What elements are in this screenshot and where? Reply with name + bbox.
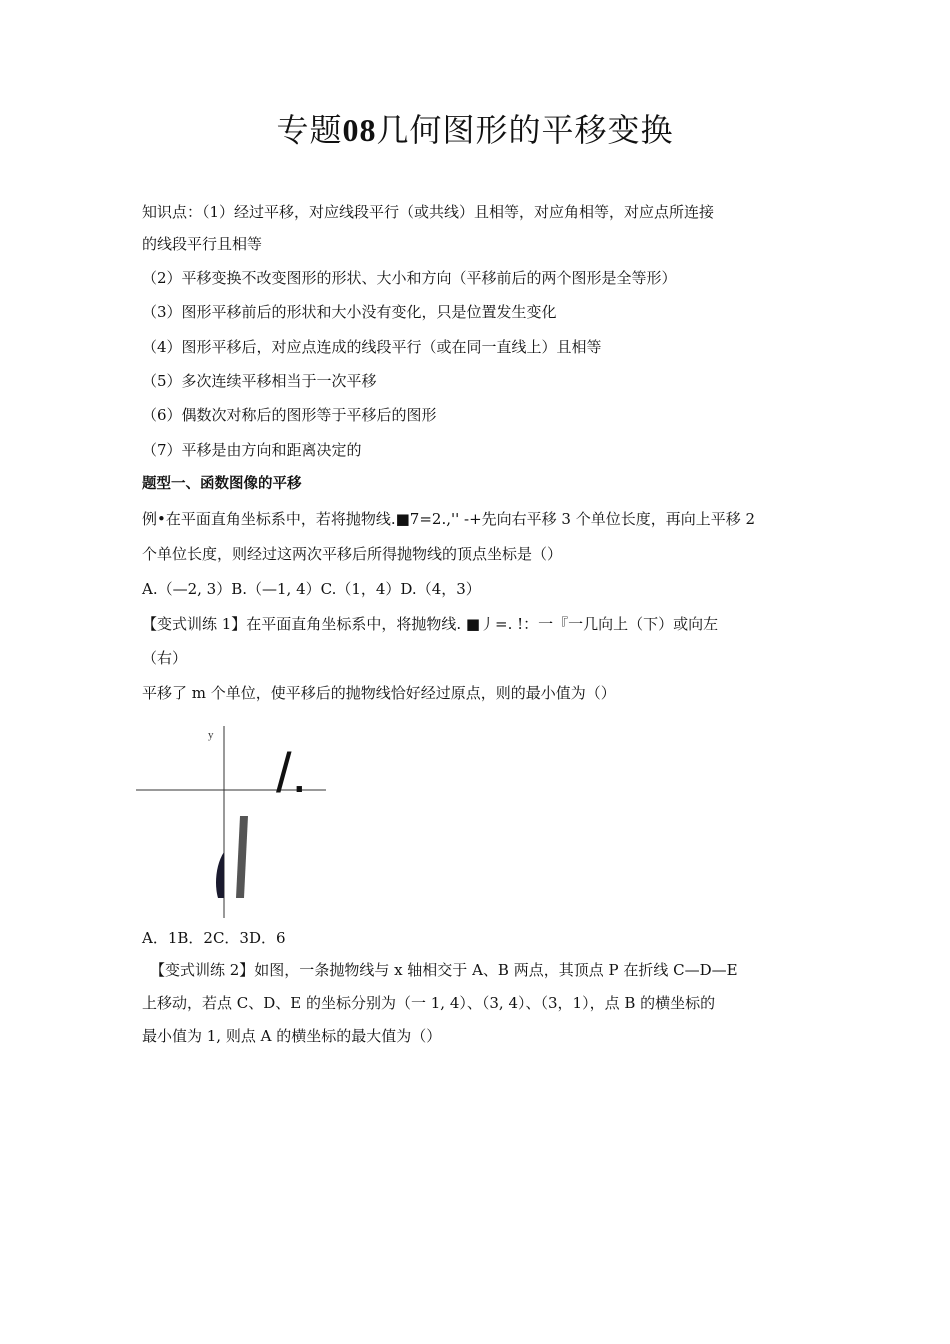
variant1-line-3: 平移了 m 个单位，使平移后的抛物线恰好经过原点，则的最小值为（） bbox=[142, 684, 616, 702]
variant1-options: A．1B．2C．3D．6 bbox=[142, 929, 286, 947]
title-suffix: 几何图形的平移变换 bbox=[376, 111, 674, 149]
knowledge-line-3: （3）图形平移前后的形状和大小没有变化，只是位置发生变化 bbox=[142, 303, 557, 321]
parabola-arm-left bbox=[216, 852, 224, 898]
knowledge-line-1: 知识点：（1）经过平移，对应线段平行（或共线）且相等，对应角相等，对应点所连接 bbox=[142, 203, 715, 221]
knowledge-line-5: （5）多次连续平移相当于一次平移 bbox=[142, 372, 377, 390]
variant1-line-2: （右） bbox=[142, 649, 188, 667]
y-axis-label: y bbox=[208, 729, 214, 741]
variant2-line-3: 最小值为 1, 则点 A 的横坐标的最大值为（） bbox=[142, 1027, 442, 1045]
knowledge-line-6: （6）偶数次对称后的图形等于平移后的图形 bbox=[142, 406, 437, 424]
knowledge-line-1b: 的线段平行且相等 bbox=[142, 235, 263, 253]
knowledge-line-4: （4）图形平移后，对应点连成的线段平行（或在同一直线上）且相等 bbox=[142, 338, 602, 356]
title-number: 08 bbox=[342, 112, 377, 148]
variant1-line-1: 【变式训练 1】在平面直角坐标系中，将抛物线. ■丿=. !：一『一几向上（下）或向左 bbox=[142, 615, 719, 633]
page-title bbox=[0, 108, 950, 152]
variant2-line-2: 上移动，若点 C、D、E 的坐标分别为（一 1, 4）、（3, 4）、（3，1），点 B 的横坐标的 bbox=[142, 994, 716, 1012]
parabola-arm-right bbox=[236, 816, 248, 898]
title-prefix: 专题 bbox=[276, 111, 343, 149]
example-options: A.（—2, 3）B.（—1, 4）C.（1，4）D.（4，3） bbox=[142, 580, 481, 598]
section-heading: 题型一、函数图像的平移 bbox=[142, 476, 302, 492]
knowledge-line-7: （7）平移是由方向和距离决定的 bbox=[142, 441, 362, 459]
parabola-figure bbox=[134, 722, 334, 922]
example-line-2: 个单位长度，则经过这两次平移后所得抛物线的顶点坐标是（） bbox=[142, 545, 563, 563]
knowledge-line-2: （2）平移变换不改变图形的形状、大小和方向（平移前后的两个图形是全等形） bbox=[142, 269, 677, 287]
variant2-line-1: 【变式训练 2】如图，一条抛物线与 x 轴相交于 A、B 两点，其顶点 P 在折线 C—D—E bbox=[150, 961, 738, 979]
figure-glyph: /. bbox=[276, 741, 308, 804]
example-line-1: 例•在平面直角坐标系中，若将抛物线.■7=2.,'' -+先向右平移 3 个单位长度，再向上平移 2 bbox=[142, 510, 756, 528]
